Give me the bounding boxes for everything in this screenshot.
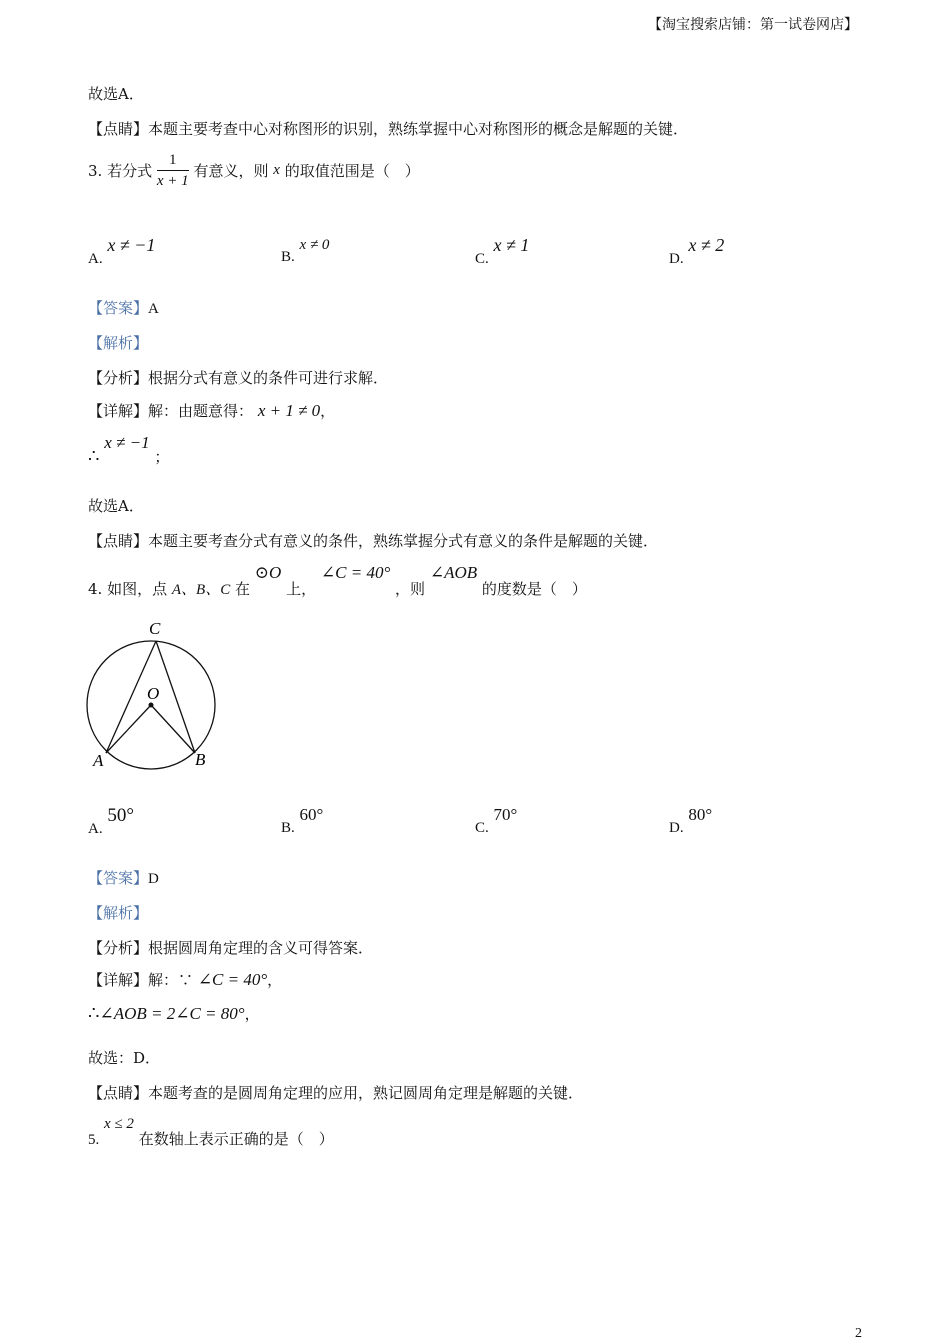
note-label: 【点睛】 (88, 120, 149, 138)
q4-option-a (88, 805, 134, 837)
segment-cb (156, 641, 195, 753)
circle-figure (80, 615, 230, 775)
q3-fenxi (88, 367, 388, 388)
q3-fraction (157, 150, 189, 191)
q3-frac-num: 1 (157, 150, 189, 171)
xiangjie-end: ， (320, 402, 336, 420)
q3-option-d (669, 235, 725, 267)
q3-text-b: 的取值范围是（ ） (284, 162, 420, 180)
therefore-math: x ≠ −1 (104, 433, 150, 452)
q3-text-a: 有意义，则 (193, 162, 269, 180)
q4-number: 4. 如图，点 (88, 580, 168, 598)
option-letter: D. (669, 251, 684, 267)
q5-number: 5. (88, 1132, 100, 1148)
note-text: 本题主要考查分式有意义的条件，熟练掌握分式有意义的条件是解题的关键． (148, 532, 659, 550)
option-math: x ≠ 2 (688, 235, 725, 255)
prev-note (88, 118, 688, 139)
question-5 (88, 1112, 334, 1150)
q4-analysis-label: 【解析】 (88, 904, 149, 922)
xiangjie-text: 解：∵ (148, 971, 194, 989)
option-letter: A. (88, 251, 103, 267)
option-math: 50° (107, 805, 134, 826)
q3-frac-den: x + 1 (156, 173, 189, 189)
q4-angle-aob: ∠AOB (429, 563, 478, 582)
q4-angle-c: ∠C = 40° (320, 563, 391, 582)
q4-circle: ⊙O (254, 563, 282, 582)
q5-text: 在数轴上表示正确的是（ ） (138, 1130, 334, 1148)
therefore-end: ， (244, 1005, 260, 1023)
q3-answer (88, 297, 159, 318)
xiangjie-end: ， (267, 971, 283, 989)
q4-tail: 的度数是（ ） (481, 580, 587, 598)
answer-label: 【答案】 (88, 299, 149, 317)
q4-xiangjie (88, 969, 282, 990)
option-math: x ≠ 1 (493, 235, 530, 255)
therefore-symbol: ∴ (88, 1003, 100, 1024)
option-math: x ≠ −1 (107, 235, 156, 255)
center-point (149, 703, 154, 708)
q4-fenxi (88, 937, 373, 958)
note-label: 【点睛】 (88, 1084, 149, 1102)
fenxi-label: 【分析】 (88, 369, 149, 387)
option-math: 60° (299, 805, 324, 824)
option-letter: B. (281, 249, 295, 265)
option-letter: A. (88, 821, 103, 837)
xiangjie-text: 解：由题意得： (148, 402, 254, 420)
q4-answer (88, 867, 159, 888)
therefore-end: ； (154, 448, 170, 466)
xiangjie-math: x + 1 ≠ 0 (257, 401, 321, 420)
fenxi-label: 【分析】 (88, 939, 149, 957)
q3-var: x (273, 162, 280, 178)
q3-xiangjie (88, 400, 335, 421)
option-letter: C. (475, 251, 489, 267)
note-text: 本题考查的是圆周角定理的应用，熟记圆周角定理是解题的关键． (148, 1084, 584, 1102)
therefore-symbol: ∴ (88, 446, 100, 467)
q4-choose: 故选：D． (88, 1049, 161, 1067)
xiangjie-math: ∠C = 40° (197, 970, 268, 989)
q4-on: 上， (286, 580, 317, 598)
q3-option-b (281, 235, 330, 265)
q3-therefore (88, 432, 169, 466)
q4-at: 在 (235, 580, 251, 598)
note-text: 本题主要考查中心对称图形的识别，熟练掌握中心对称图形的概念是解题的关键． (148, 120, 689, 138)
q3-option-a (88, 235, 156, 267)
option-math: 80° (688, 805, 713, 824)
note-label: 【点睛】 (88, 532, 149, 550)
q4-option-b (281, 805, 324, 836)
prev-choose: 故选A． (88, 85, 144, 103)
answer-label: 【答案】 (88, 869, 149, 887)
q4-then: ，则 (395, 580, 426, 598)
option-math: x ≠ 0 (299, 237, 330, 253)
answer-value: A (148, 301, 159, 317)
q5-math: x ≤ 2 (104, 1116, 134, 1132)
q4-note (88, 1082, 583, 1103)
therefore-math: ∠AOB = 2∠C = 80° (99, 1004, 245, 1023)
q3-number: 3. 若分式 (88, 162, 153, 180)
page-number: 2 (855, 1326, 862, 1341)
xiangjie-label: 【详解】 (88, 971, 149, 989)
label-a: A (93, 751, 104, 770)
answer-value: D (148, 871, 159, 887)
xiangjie-label: 【详解】 (88, 402, 149, 420)
label-c: C (149, 619, 161, 638)
fenxi-text: 根据分式有意义的条件可进行求解． (148, 369, 389, 387)
label-o: O (147, 684, 160, 703)
fenxi-text: 根据圆周角定理的含义可得答案． (148, 939, 374, 957)
option-letter: D. (669, 820, 684, 836)
q3-option-c (475, 235, 530, 267)
segment-ob (151, 705, 195, 753)
q4-therefore (88, 1003, 260, 1024)
q3-note (88, 530, 658, 551)
q3-analysis-label: 【解析】 (88, 334, 149, 352)
option-letter: C. (475, 820, 489, 836)
option-letter: B. (281, 820, 295, 836)
q4-option-c (475, 805, 518, 836)
segment-oa (106, 705, 151, 753)
label-b: B (195, 750, 206, 769)
option-math: 70° (493, 805, 518, 824)
q3-choose: 故选A． (88, 497, 144, 515)
header-shop-text: 【淘宝搜索店铺：第一试卷网店】 (648, 17, 858, 33)
q4-points: A、B、C (171, 582, 231, 598)
question-3 (88, 150, 420, 194)
question-4 (88, 562, 587, 598)
q4-option-d (669, 805, 713, 836)
